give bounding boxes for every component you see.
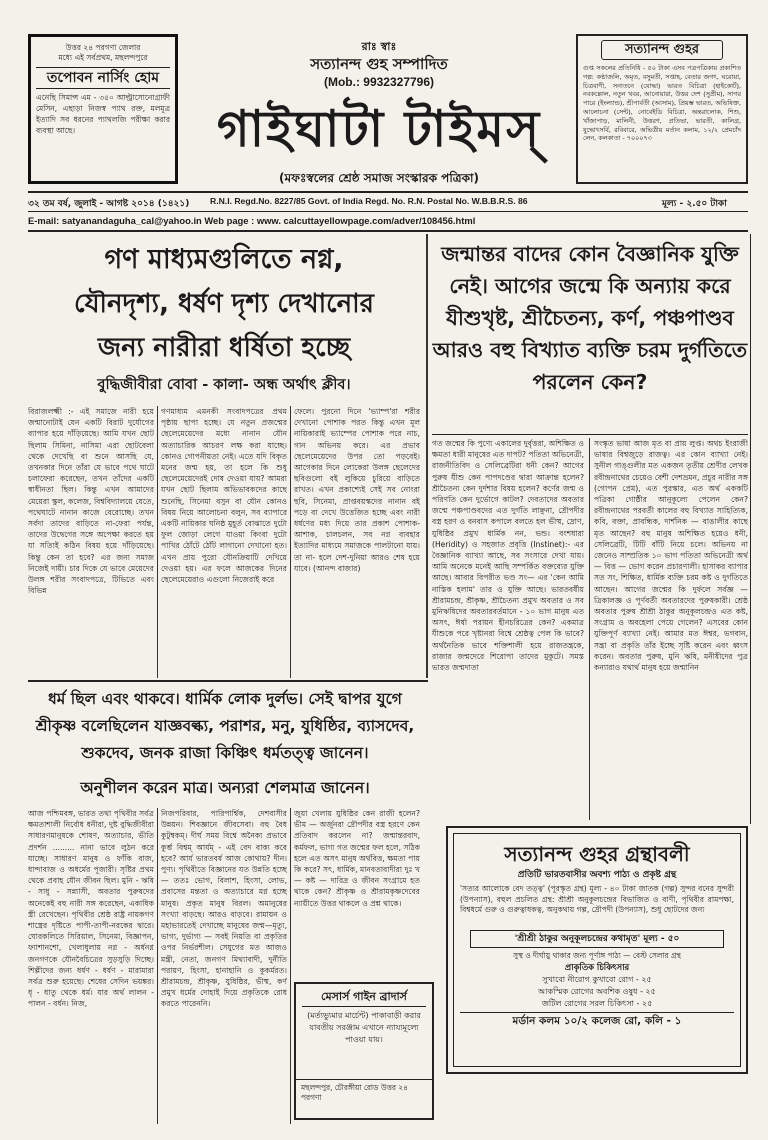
lead-headline-2: যৌনদৃশ্য, ধর্ষণ দৃশ্য দেখানোর — [74, 289, 374, 319]
issue-info: ৩২ তম বর্ষ, জুলাই - আগষ্ট ২০১৪ (১৪২১) — [28, 199, 190, 209]
dharma-column-2: নিজপরিবার, পারিপার্শ্বিক, দেশবাসীর উন্নয়ন। শিবজ্ঞানে জীবসেবা। বহু বৈধ কুটুম্বকম্। দীর্ঘ সময় বিশ্বে অনৈক্য প্রভাবে কুর্ম্ভ বিশ্বম্ আর্যম্ - এই বেদ বাক্য কবে হবে? আর্য ভারতবর্ষ আজ কোথায়? দীন। পুণ্য। পৃথিবীতে বিজ্ঞানের যত উন্নতি হচ্ছে — ততঃ ভোগ, বিলাশ, হিংসা, লোভ, প্রবাসের মন্ততা ও অত্যাচারে মগ্ন হচ্ছে মানুষ। প্রকৃত মানুষ বিরল। অমানুষের সংখ্যা বাড়ছে। আরও বাড়বে। রামায়ন ও মহাভারতেই দেখাচ্ছে মানুষের জন্ম—মৃত্যু, ভাগ্য, দুর্ভাগ্য — সবই নিয়তি বা প্রকৃতির ওপর নির্ভরশীল। সেযুগের মত আজও মন্ত্রী, নেতা, জনগণ মিথ্যাবাদী, দুর্নীতি পরায়ণ, হিংসা, হানাহানি ও কুকর্মরত। শ্রীরামচন্দ্র, শ্রীকৃষ্ণ, যুধিষ্ঠির, ভীষ্ম, কর্ণ প্রমুখ ধর্মের দোহাই দিয়ে প্রকৃতিকে রোধ করতে পারেননি। — [161, 809, 287, 1009]
author-ad-title: সত্যানন্দ গুহর — [601, 40, 723, 60]
books-ad-featured: 'শ্রীশ্রী ঠাকুর অনুকূলচন্দ্রের কথামৃত' মূল্য - ৫০ — [470, 930, 724, 948]
info-bar-top-rule — [28, 191, 748, 193]
lead-headline-3: জন্য নারীরা ধর্ষিতা হচ্ছে — [97, 333, 351, 363]
right-border-rule — [750, 234, 751, 824]
newspaper-tagline: (মফঃস্বলের শ্রেষ্ঠ সমাজ সংস্কারক পত্রিকা) — [279, 171, 479, 185]
lead-column-rule-1 — [157, 406, 158, 678]
lead-column-2: গণমাধ্যম এমনকী সংবাদপত্রের প্রথম পৃষ্ঠায় ছাপা হচ্ছে। যে নতুন প্রজন্মের ছেলেমেয়েদের মধ্যে নানান যৌন অত্যাচারিক আচরণ লক্ষ করা যাচ্ছে। কোনও গোপনীয়তা নেই। এতে যদি বিকৃত মনের জন্ম হয়, তা হলে কি শুধু ছেলেমেয়েদেরই দোষ দেওয়া যায়? আমরা যখন ছোট ছিলাম অভিভাবকদের কাছে শুনেছি, সিনেমা বসুন বা যৌন কোনও বিষয় নিয়ে আলোচনা বলুন, সব ব্যাপারে একটি নায়িকার ঘনিষ্ঠ মুহূর্ত বোঝাতে দুটো ফুল জোড়া লেগে যাওয়া কিংবা দুটো পাখির ঠোঁটে ঠোঁট লাগানো দেখানো হত। এখন প্রায় পুরো যৌনক্রিয়াটি দেখিয়ে দেওয়া হয়। এর ফলে আজকের দিনের ছেলেমেয়েরাও এগুলো নিজেরাই করে — [161, 407, 287, 585]
info-bar-bottom-rule — [28, 230, 748, 232]
books-ad-body: 'সত্যর আলোকে বেদ তত্ত্ব' (পূরস্কৃত গ্রন্থ) মূল্য - ৪০ টাকা জাতক (গল্প) সুন্দর বনের সুন্দরী (উপন্যাস), বহুল প্রচলিত গ্রন্থ: শ্রীশ্রী অনুকূলচন্দ্রের বিভাজিত ও বাণী, পৃথিবীর রামপক্ষা, বিশ্বধর্মে গুরু ও গুরুত্বাধকত্ব, অনুকথায় গল্প, দ্রৌপদী (উপন্যাস), শুধু ছোটদের জন্য — [460, 884, 734, 914]
rebirth-headline: জন্মান্তর বাদের কোন বৈজ্ঞানিক যুক্তি নেই। আগের জন্মে কি অন্যায় করে যীশুখৃষ্ট, শ্রীচৈতন্য, কর্ণ, পঞ্চপাণ্ডব আরও বহু বিখ্যাত ব্যক্তি চরম দুর্গতিতে পরলেন কেন? — [432, 242, 748, 394]
dharma-column-rule-2 — [290, 808, 291, 1124]
dharma-top-rule — [28, 680, 428, 682]
lead-column-rule-2 — [290, 406, 291, 678]
mobile-number: (Mob.: 9932327796) — [323, 75, 435, 89]
editor-line-1: রাঃ স্বাঃ — [361, 40, 397, 53]
gain-brothers-address: মছলন্দপুর, চৌরঙ্গীয়া রোড উত্তর ২৪ পরগণা — [296, 1079, 432, 1106]
nursing-home-title: তপোবন নার্সিং হোম — [36, 67, 170, 89]
nursing-home-body: এনেছি সিমান্স এম - ৩৫০ আল্ট্রাসোনোগ্রাফী মেসিন, এছাড়া নিজস্ব প্যাথ রক্ত, মলমূত্র ইত্যাদি সব ধরনের প্যাথলজি পরীক্ষা করার ব্যবস্থা আছে। — [36, 93, 170, 135]
rebirth-column-rule — [589, 438, 590, 820]
lead-subhead: বুদ্ধিজীবীরা বোবা - কালা- অন্ধ অর্থাৎ ক্লীব। — [97, 377, 351, 393]
ad-intro-line-1: উত্তর ২৪ পরগণা জেলার — [65, 43, 141, 52]
nursing-home-ad — [28, 34, 178, 184]
registration-info: R.N.I. Regd.No. 8227/85 Govt. of India Regd. No. R.N. Postal No. W.B.B.R.S. 86 — [210, 196, 528, 206]
price-info: মূল্য - ২.৫০ টাকা — [662, 199, 727, 209]
ad-intro-line-2: মধ্যে এই সর্বপ্রথম, মছলন্দপুরে — [58, 53, 148, 62]
books-ad-subtitle: প্রতিটি ভারতবাসীর অবশ্য পাঠ্য ও প্রকৃষ্ট গ্রন্থ — [517, 870, 677, 880]
gain-brothers-body: (মর্ত্যভ্যুমার মার্চেন্ট) পাকাবাড়ী করার যাবতীয় সরঞ্জাম এখানে ন্যায্যমূল্যে পাওয়া যায়। — [307, 1011, 421, 1044]
editor-line-2: সত্যানন্দ গুহ সম্পাদিত — [310, 55, 448, 73]
books-ad-remedy-2: আকস্মিক রোগের অবশিক ওষুধ - ২৫ — [538, 987, 656, 996]
info-bar-mid-rule — [28, 211, 748, 212]
lead-headline-1: গণ মাধ্যমগুলিতে নগ্ন, — [104, 244, 344, 275]
author-ad-body: গুপ্ত সকলের প্রতিনিধি - ৫০ টাকা এসব পত্রপত্রিকায় প্রকাশিত গল্প: কণ্ঠাজলি, অমৃত, বসুমতী, সপ্তাহ, বেতার জগৎ, ঘরোয়া, চিত্রবাণী, সনাতনে (যোদ্ধা) ভারত বিচিত্রা (হাইকোর্ট), নবকল্লোল, নতুন খবর, আনোয়ারা, উত্তর দেশ (সুপ্রীম), সাগর পারে (ইংল্যান্ড), শ্রীপার্বতী (আসাম), প্রিয়ম্ভ ভারত, অভিষিক্ত, আলোচনা (সেন্ট), নোবেইডি বিচিত্রা, অন্তরালোক, শিশু, খাঁজাপাড়, মালিনী, উত্তরণ, প্রতিভা, ভারতী, কালিগ্র, যুদ্ধোৎসর্বি, রবিবারে, অভিত্রীয় মর্তান কলাম, ১২/২ প্রেমচাঁদ লেন, কলকাতা - ৭০০০৭৩ — [583, 64, 741, 143]
lead-column-1: বিরাজলক্ষ্মী :- এই সমাজে নারী হয়ে জন্মানোটাই যেন একটি বিরাট দুর্যোগের ব্যাপার হয়ে দাঁড়িয়েছে। আমি যখন ছোট ছিলাম সিমিনা, নাসিমা এরা ছোটবেলা থেকে দেখেছি বা শুনে আসছি যে, তখনকার দিনে তাঁরা যে ভাবে পথে ঘাটে চলাফেরা করেছেন, তখন তাঁদের একটি স্বাধীনতা ছিল। কিন্তু এখন আমাদের মেয়েরা স্কুল, কলেজ, বিশ্ববিদ্যালয়ে যেতে, পথেঘাটে নানান কাজে বেরোচ্ছে। তখন সর্বদা তাদের বাড়িতে না-ফেরা পর্যন্ত, তাদের উদ্বেগের সঙ্গে অপেক্ষা করতে হয় যা সত্যিই কঠিন বিষয় হয়ে দাঁড়িয়েছে। কিন্তু কেন তা হবে? এর জন্য সমাজ নিজেই দায়ী। চার দিকে যে ভাবে মেয়েদের উলঙ্গ শরীর সংবাদপত্রে, টিভিতে এবং বিভিন্ন — [28, 407, 154, 596]
rebirth-headline-rule — [432, 434, 748, 435]
books-ad-remedy-3: জটিল রোগের সরল চিকিৎসা - ২৫ — [541, 999, 653, 1008]
books-ad-remedy-1: সুখাবো নীরোগ কুখাবো রোগ - ২৫ — [542, 975, 652, 984]
lead-column-3: ফেলে। পুরনো দিনে 'ভ্যাম্প'রা শরীর দেখানো পোশাক পরত কিন্তু এখন মূল নায়িকারাই ভ্যাম্পের পোশাক পরে নাচ, গান অভিনয় করে। এর প্রভাব ছেলেমেয়েদের উপর তো পড়বেই। আগেকার দিনে লোকেরা উলঙ্গ ছেলেদের ছবিগুলো বই লুকিয়ে চুরিয়ে বাড়িতে রাখত। এখন প্রকাশ্যেই সেই সব নোংরা ছবি, সিনেমা, প্রাপ্তবয়স্কদের নানান বই পড়ে বা দেখে উত্তেজিত হচ্ছে এবং নারী ধর্ষণের মধ্য দিয়ে তার প্রকাশ পোশাক-আশাক, চালচলন, সব নগ্ন ব্যবহার ইত্যাদির মাধ্যমে সমাজকে পালটানো যায়। তা না- হলে দেশ-দুনিয়া আরও শেষ হয়ে যাবে। (আনন্দ বাজার) — [294, 407, 420, 573]
main-vertical-rule — [426, 234, 428, 678]
gain-brothers-ad — [294, 982, 434, 1120]
books-ad-featured-sub: সুস্থ ও দীর্ঘায়ু থাকার জন্য পূর্ণাঙ্গ পাঠ্য — বেস্ট সেলার গ্রন্থ — [513, 951, 681, 960]
dharma-headline: ধর্ম ছিল এবং থাকবে। ধার্মিক লোক দুর্লভ। সেই দ্বাপর যুগে শ্রীকৃষ্ণ বলেছিলেন যাজ্ঞবল্ক্য, পরাশর, মনু, যুধিষ্ঠির, ব্যাসদেব, শুকদেব, জনক রাজা কিঞ্চিৎ ধর্মতত্ত্ব জানেন। — [35, 690, 415, 762]
dharma-subhead: অনুশীলন করেন মাত্র। অন্যরা শেলমাত্র জানেন। — [80, 779, 370, 797]
books-ad-address: মর্ডান কলম ১০/২ কলেজ রো, কলি - ১ — [460, 1012, 734, 1029]
dharma-column-3: জুয়া খেলায় যুধিষ্ঠির কেন রাজী হলেন? ভীম — অর্জুনরা দ্রৌপদীর বস্ত্র হরণে কেন প্রতিবাদ করলেন না? জন্মান্তরবাদ, কর্মফল, ভাগ্য গত জন্মের ফল হলে, সঠিক হলে এত অসৎ মানুষ অর্থবিত্ত, ক্ষমতা পায় কি করে? সৎ, ধার্মিক, মানবতাবাদীরা দুঃ খ — কষ্ট — দারিদ্র ও জীবন সংগ্রামে হত থাকে কেন? শ্রীকৃষ্ণ ও শ্রীরামকৃষ্ণদেবের ন্যায়ীতে উত্তর থাকলে ও প্রশ্ন থাকে। — [294, 809, 420, 908]
email-web-line: E-mail: satyanandaguha_cal@yahoo.in Web page : www. calcuttayellowpage.com/adver/108456.html — [28, 215, 476, 226]
books-ad — [446, 826, 748, 1074]
rebirth-column-2: সংস্কৃত ভাষা আজ মৃত বা প্রায় লুপ্ত। অথচ ইংরাজী ভাষার বিশ্বজুড়ে রাজত্ব। এর কোন ব্যাখ্যা নেই। সুনীল গাঙ্গুলীর মত একজন তৃতীয় শ্রেণীর লেখক রবীন্দ্রনাথের চেয়েও বেশী দেশভ্রমন, প্রচুর নারীর সঙ্গ (গোপন প্রেম), এত পুরস্কার, এত অর্থ এককটি পত্রিকা গোষ্ঠীর আনুকূল্যে পেলেন কেন? রবীন্দ্রনাথের পরবর্তী কালের বহু বিখ্যাত সাহিত্যিক, কবি, বক্তা, প্রাবন্ধিক, দার্শনিক — বাঙালীর কাছে মৃত আছেন? বহু মানুষ অশিক্ষিত হয়েও ধনী, সেলিব্রেটি, টিটি বাঁটি নিয়ে চলে। অভিনয় না জেনেও সাম্প্রতিক ১০ ভাগ পতিতা অভিনেত্রী অর্থ — বিত্ত — ভোগ করেন প্রচারণালী। হাসাকর ব্যাপার সত সং, শিক্ষিত, ধার্মিক ব্যক্তি চরম কষ্ট ও দুর্গতিতে আছেন। আগের জন্মের কি দুর্ফলে সর্বজ্ঞ — ত্রিকালজ্ঞ ও পূর্ণবর্তী অবতারদের পুরুষকারী। শ্রেষ্ঠ অবতার পুরুষ শ্রীশ্রী ঠাকুর অনুকূলচন্দ্রও এত কষ্ট, সংগ্রাম ও অবহেলা পেয়ে গেলেন? এসবের কোন যুক্তিপূর্ণ ব্যাখ্যা নেই। আমার মত ঈশ্বর, ভগবান, সন্ত্রা বা প্রকৃতি তাঁর ইচ্ছে সৃষ্টি করেন এবং ধ্বংস করেন। অবতার পুরুষ, মুনি ঋষি, মনীষীদের পুত্র কন্যারাও যথার্থ মানুষ হয়ে জন্মানিন — [594, 439, 748, 673]
gain-brothers-title: মেসার্স গাইন ব্রাদার্স — [302, 988, 426, 1007]
books-ad-remedy-title: প্রাকৃতিক চিকিৎসার — [564, 962, 630, 972]
rebirth-column-1: গত জন্মের কি পুণ্যে একালের দুর্বৃত্তরা, অশিক্ষিত ও ক্ষমতা ধারী মানুষের এত দাপট? পতিতা অভিনেত্রী, রাজনীতিবিদ ও সেলিব্রেটিরা ধনী কেন? আগের পুরুষ যীশু কেন পাপদণ্ডের দ্বারা আক্রান্ত হলেন? শ্রীচৈতন্য কেন দুর্দশার বিষয় হলেন? কর্ণের জন্ম ও পরিণতি কেন দুর্ভোগে কাটল? দেবতাদের অবতার জন্মে পঞ্চপাণ্ডবদের এত দুর্গতি লাঞ্ছনা, দ্রৌপদীর বস্ত্র হরণ ও বনবাস কপালে বলতে হল ভীষ্ম, দ্রোণ, যুধিষ্ঠির প্রমুখ ধার্মিক নন, ভন্ড। বংশধারা (Heridity) ও সহজাত প্রবৃত্তি (Instinet):- এর বৈজ্ঞানিক ব্যাখ্যা আছে, সব সংসারে দেখা যায়। আমি অনেকে মনেই আছি সম্পর্কিত বক্তব্যের যুক্তি আছে। আবার বিপরীত ভণ্ড সং— এর 'কেন আমি নাস্তিক হলাম' তার ও যুক্তি আছে। ভারতবর্ষীয় শ্রীরামচন্দ্র, শ্রীকৃষ্ণ, শ্রীচৈতন্য প্রমুখ অবতার ও সব মুনিঋষিদের অবতারবর্তমানে - ১০ ভাগ মানুষ এত অসৎ, ঈর্ষা পরায়ন হীনচরিত্রের কেন? একমাত্র যীশুকে পরে খৃষ্টানরা বিশ্বে শ্রেষ্ঠত্ব পেল কি ভাবে? অর্থনৈতিক ভাবে শক্তিশালী হয়ে রাজতন্ত্রকে, রাজার জন্মদেরে শিরোপা তাদের মুকুটে। সমস্ত ভারত জন্মদাতা — [432, 439, 584, 673]
books-ad-inner — [453, 833, 741, 1067]
books-ad-title: সত্যানন্দ গুহর গ্রন্থাবলী — [504, 842, 690, 866]
newspaper-page — [14, 20, 756, 1128]
dharma-column-rule-1 — [157, 808, 158, 1124]
dharma-column-1: আজ পশ্চিমবঙ্গ, ভারত তথা পৃথিবীর সর্বত্র ক্ষমতাশালী নির্বোধ ধনীরা, দুষ্ট বুদ্ধিজীবীরা সাধারণমানুষকে শোষণ, অত্যাচার, ভীতি প্রদর্শন ......... নানা ভাবে লুঠন করে যাচ্ছে। সাধারণ মানুষ ও ফাঁকি বাজ, ধান্দাবাজ ও অধর্মের পূজারী। সৃষ্টির প্রথম থেকে প্রবাহ যৌন জীবন ছিল। মুনি - ঋষি - সাধু - সন্ন্যাসী, অবতার পুরুষদের অনেকেই বহু নারী সঙ্গ করেছেন, একাধিক স্ত্রী রেখেছেন। পৃথিবীর শ্রেষ্ঠ রাষ্ট্র নায়কগণ শাস্ত্রের দৃষ্টিতে পাপী-তাপী-নরকের দ্বারে। ঘোরকলিতে সিরিয়াল, সিনেমা, বিজ্ঞাপন, ফ্যাশানশো, খেলাধুলায় নগ্ন - অর্ধনগ্ন জনগণকে যৌনবৈচিত্রের সুড়সুড়ি দিচ্ছে। শিল্পীদের জন্য ধর্ষণ - ধর্ষণ - মারামারা সর্বত্র শুরু হয়েছে। শেষের সেদিন ভয়ঙ্কর। ধৃ - ধাতু থেকে ধর্ম। যার অর্থ লালন - পালন - বর্ধন। নিজ, — [28, 809, 154, 1009]
author-ad-box — [576, 34, 748, 184]
newspaper-title: গাইঘাটা টাইমস্ — [216, 100, 542, 158]
